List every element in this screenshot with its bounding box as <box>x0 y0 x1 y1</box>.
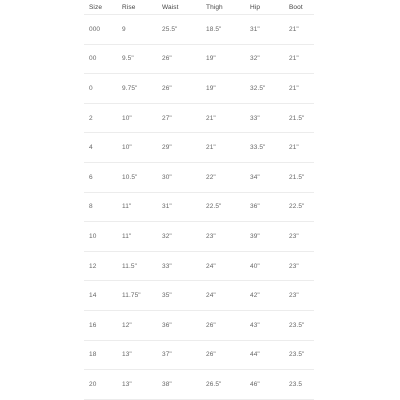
boot-cell: 22.5" <box>284 192 314 222</box>
waist-cell: 37" <box>157 340 201 370</box>
thigh-cell: 26" <box>201 310 245 340</box>
boot-cell: 21" <box>284 133 314 163</box>
table-row <box>84 15 314 45</box>
waist-cell: 32" <box>157 222 201 252</box>
size-chart-table <box>84 0 314 400</box>
waist-cell: 26" <box>157 74 201 104</box>
table-row <box>84 340 314 370</box>
size-cell: 4 <box>84 133 117 163</box>
thigh-cell: 22" <box>201 162 245 192</box>
size-cell: 0 <box>84 74 117 104</box>
table-row <box>84 281 314 311</box>
table-row <box>84 162 314 192</box>
rise-cell: 11" <box>117 192 157 222</box>
hip-cell: 44" <box>245 340 284 370</box>
hip-cell: 31" <box>245 15 284 45</box>
size-cell: 20 <box>84 370 117 400</box>
thigh-cell: 22.5" <box>201 192 245 222</box>
rise-cell: 13" <box>117 340 157 370</box>
table-row <box>84 133 314 163</box>
boot-cell: 23" <box>284 251 314 281</box>
header-row <box>84 0 314 15</box>
size-chart-body <box>84 15 314 400</box>
rise-cell: 9 <box>117 15 157 45</box>
hip-cell: 42" <box>245 281 284 311</box>
table-row <box>84 74 314 104</box>
boot-cell: 23.5 <box>284 370 314 400</box>
hip-cell: 43" <box>245 310 284 340</box>
waist-cell: 25.5" <box>157 15 201 45</box>
column-header-thigh: Thigh <box>201 0 245 15</box>
rise-cell: 11.75" <box>117 281 157 311</box>
waist-cell: 31" <box>157 192 201 222</box>
hip-cell: 33.5" <box>245 133 284 163</box>
rise-cell: 11.5" <box>117 251 157 281</box>
thigh-cell: 24" <box>201 251 245 281</box>
size-cell: 000 <box>84 15 117 45</box>
table-row <box>84 44 314 74</box>
hip-cell: 39" <box>245 222 284 252</box>
boot-cell: 23" <box>284 222 314 252</box>
rise-cell: 11" <box>117 222 157 252</box>
size-cell: 10 <box>84 222 117 252</box>
size-cell: 12 <box>84 251 117 281</box>
waist-cell: 35" <box>157 281 201 311</box>
thigh-cell: 23" <box>201 222 245 252</box>
waist-cell: 33" <box>157 251 201 281</box>
size-chart-header <box>84 0 314 15</box>
rise-cell: 13" <box>117 370 157 400</box>
size-cell: 16 <box>84 310 117 340</box>
column-header-size: Size <box>84 0 117 15</box>
table-row <box>84 251 314 281</box>
waist-cell: 26" <box>157 44 201 74</box>
boot-cell: 21" <box>284 74 314 104</box>
rise-cell: 10" <box>117 103 157 133</box>
hip-cell: 46" <box>245 370 284 400</box>
size-cell: 6 <box>84 162 117 192</box>
boot-cell: 21" <box>284 44 314 74</box>
waist-cell: 36" <box>157 310 201 340</box>
rise-cell: 9.5" <box>117 44 157 74</box>
column-header-boot: Boot <box>284 0 314 15</box>
rise-cell: 9.75" <box>117 74 157 104</box>
thigh-cell: 26.5" <box>201 370 245 400</box>
column-header-rise: Rise <box>117 0 157 15</box>
thigh-cell: 19" <box>201 44 245 74</box>
waist-cell: 30" <box>157 162 201 192</box>
waist-cell: 27" <box>157 103 201 133</box>
size-cell: 00 <box>84 44 117 74</box>
size-cell: 14 <box>84 281 117 311</box>
hip-cell: 36" <box>245 192 284 222</box>
size-cell: 2 <box>84 103 117 133</box>
table-row <box>84 310 314 340</box>
thigh-cell: 21" <box>201 103 245 133</box>
boot-cell: 21.5" <box>284 103 314 133</box>
rise-cell: 10.5" <box>117 162 157 192</box>
rise-cell: 10" <box>117 133 157 163</box>
column-header-hip: Hip <box>245 0 284 15</box>
thigh-cell: 21" <box>201 133 245 163</box>
hip-cell: 33" <box>245 103 284 133</box>
waist-cell: 38" <box>157 370 201 400</box>
table-row <box>84 370 314 400</box>
boot-cell: 23.5" <box>284 310 314 340</box>
boot-cell: 23" <box>284 281 314 311</box>
boot-cell: 23.5" <box>284 340 314 370</box>
column-header-waist: Waist <box>157 0 201 15</box>
thigh-cell: 18.5" <box>201 15 245 45</box>
table-row <box>84 222 314 252</box>
table-row <box>84 103 314 133</box>
hip-cell: 32.5" <box>245 74 284 104</box>
boot-cell: 21.5" <box>284 162 314 192</box>
table-row <box>84 192 314 222</box>
hip-cell: 32" <box>245 44 284 74</box>
size-cell: 18 <box>84 340 117 370</box>
thigh-cell: 24" <box>201 281 245 311</box>
boot-cell: 21" <box>284 15 314 45</box>
thigh-cell: 19" <box>201 74 245 104</box>
waist-cell: 29" <box>157 133 201 163</box>
rise-cell: 12" <box>117 310 157 340</box>
hip-cell: 34" <box>245 162 284 192</box>
size-cell: 8 <box>84 192 117 222</box>
thigh-cell: 26" <box>201 340 245 370</box>
hip-cell: 40" <box>245 251 284 281</box>
